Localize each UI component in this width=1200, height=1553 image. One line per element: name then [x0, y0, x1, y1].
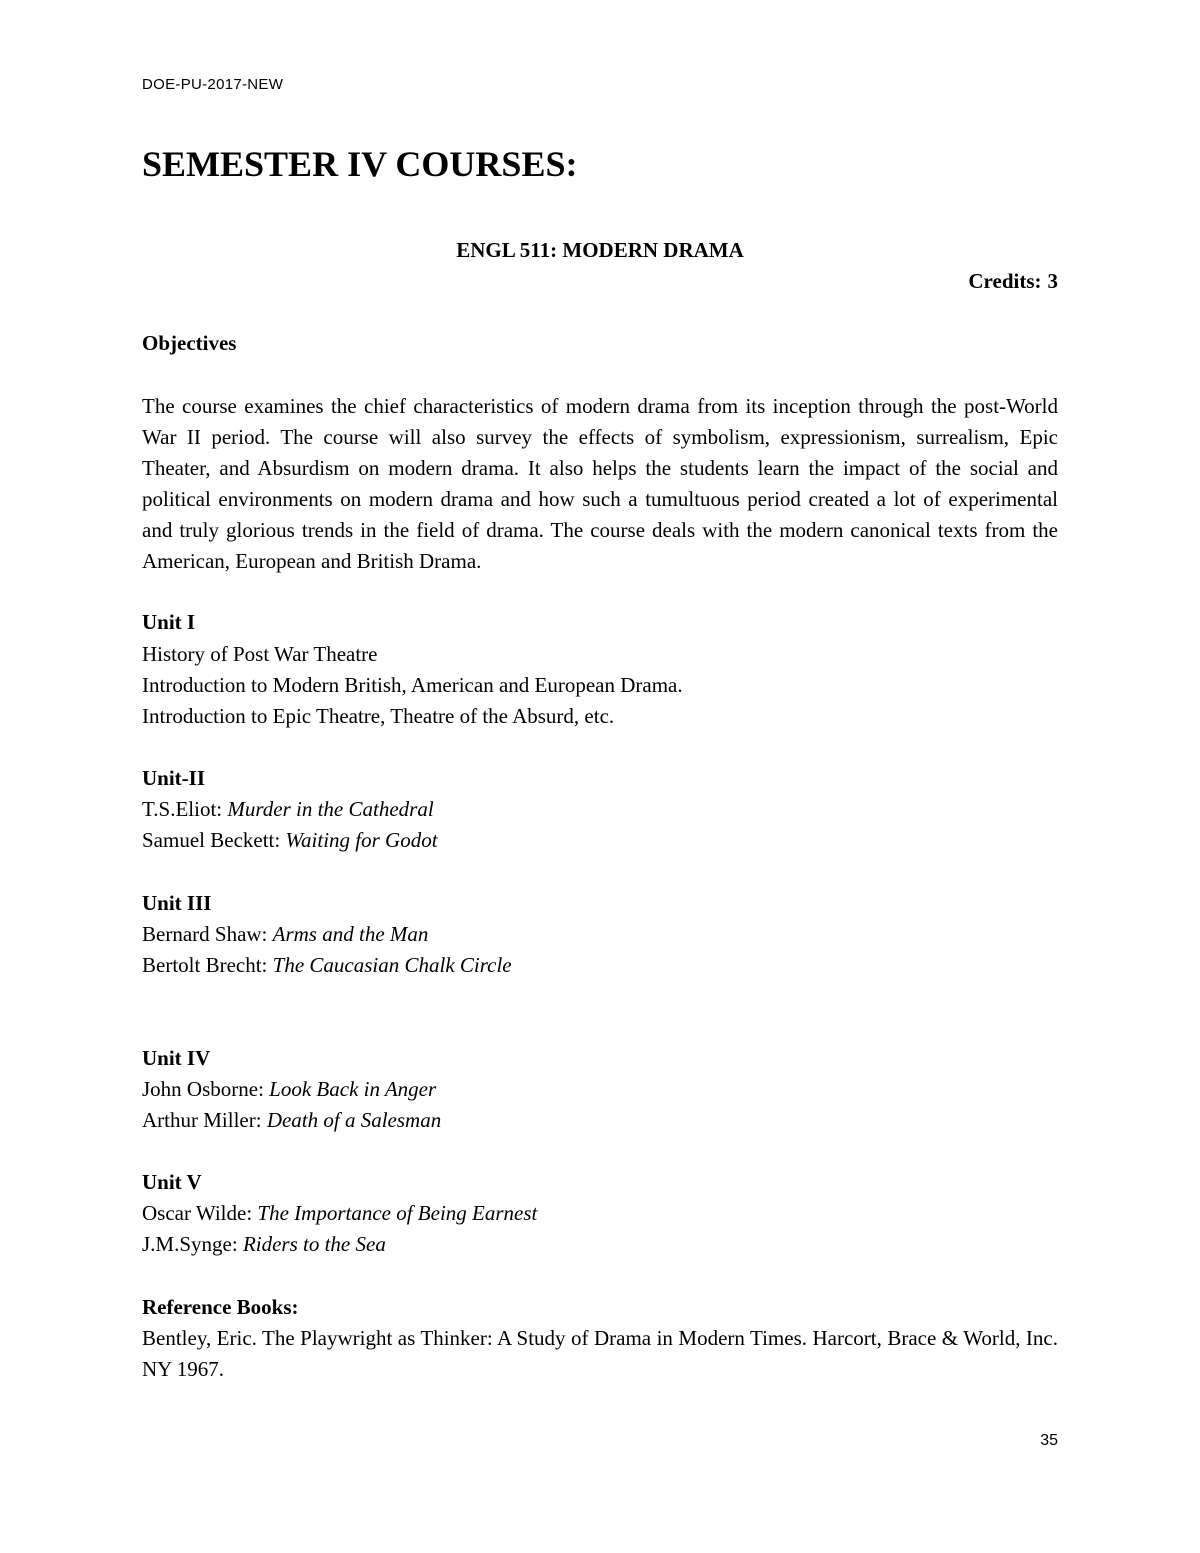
work-author: T.S.Eliot: [142, 797, 228, 821]
unit-3-heading: Unit III [142, 891, 212, 915]
work-title: Arms and the Man [272, 922, 429, 946]
work-title: The Caucasian Chalk Circle [272, 953, 512, 977]
unit-3-work [142, 920, 428, 948]
unit-4-work [142, 1106, 441, 1134]
work-author: Arthur Miller: [142, 1108, 267, 1132]
work-title: Waiting for Godot [285, 828, 438, 852]
credits-label: Credits: [968, 269, 1042, 293]
work-author: Samuel Beckett: [142, 828, 286, 852]
unit-1-line: History of Post War Theatre [142, 642, 378, 666]
course-title: ENGL 511: MODERN DRAMA [456, 238, 744, 262]
work-author: Bernard Shaw: [142, 922, 273, 946]
unit-4-work [142, 1075, 436, 1103]
work-title: Look Back in Anger [269, 1077, 437, 1101]
unit-3-work [142, 951, 512, 979]
unit-2-work [142, 826, 438, 854]
work-title: Riders to the Sea [242, 1232, 386, 1256]
unit-1-line: Introduction to Modern British, American and European Drama. [142, 673, 683, 697]
work-title: The Importance of Being Earnest [257, 1201, 538, 1225]
work-author: John Osborne: [142, 1077, 270, 1101]
semester-title: SEMESTER IV COURSES: [142, 144, 578, 184]
credits-value: 3 [1047, 269, 1058, 293]
work-author: J.M.Synge: [142, 1232, 243, 1256]
unit-1-line: Introduction to Epic Theatre, Theatre of the Absurd, etc. [142, 704, 615, 728]
unit-4-heading: Unit IV [142, 1046, 211, 1070]
unit-5-work [142, 1230, 386, 1258]
work-title: Murder in the Cathedral [227, 797, 434, 821]
work-author: Oscar Wilde: [142, 1201, 258, 1225]
objectives-heading: Objectives [142, 331, 237, 355]
unit-5-heading: Unit V [142, 1170, 202, 1194]
course-credits [968, 267, 1058, 295]
unit-2-work [142, 795, 434, 823]
page-number: 35 [1040, 1432, 1058, 1449]
unit-1-heading: Unit I [142, 610, 196, 634]
document-code: DOE-PU-2017-NEW [142, 76, 284, 93]
unit-2-heading: Unit-II [142, 766, 206, 790]
work-title: Death of a Salesman [266, 1108, 442, 1132]
reference-books-text: Bentley, Eric. The Playwright as Thinker: A Study of Drama in Modern Times. Harcort, Brace & World, Inc. NY 1967. [142, 1326, 1058, 1381]
objectives-text: The course examines the chief characteristics of modern drama from its inception through the post-World War II period. The course will also survey the effects of symbolism, expressionism, surrealism, Epic Theater, and Absurdism on modern drama. It also helps the students learn the impact of the social and political environments on modern drama and how such a tumultuous period created a lot of experimental and truly glorious trends in the field of drama. The course deals with the modern canonical texts from the American, European and British Drama. [142, 394, 1058, 574]
unit-5-work [142, 1199, 537, 1227]
work-author: Bertolt Brecht: [142, 953, 273, 977]
reference-books-heading: Reference Books: [142, 1295, 299, 1319]
